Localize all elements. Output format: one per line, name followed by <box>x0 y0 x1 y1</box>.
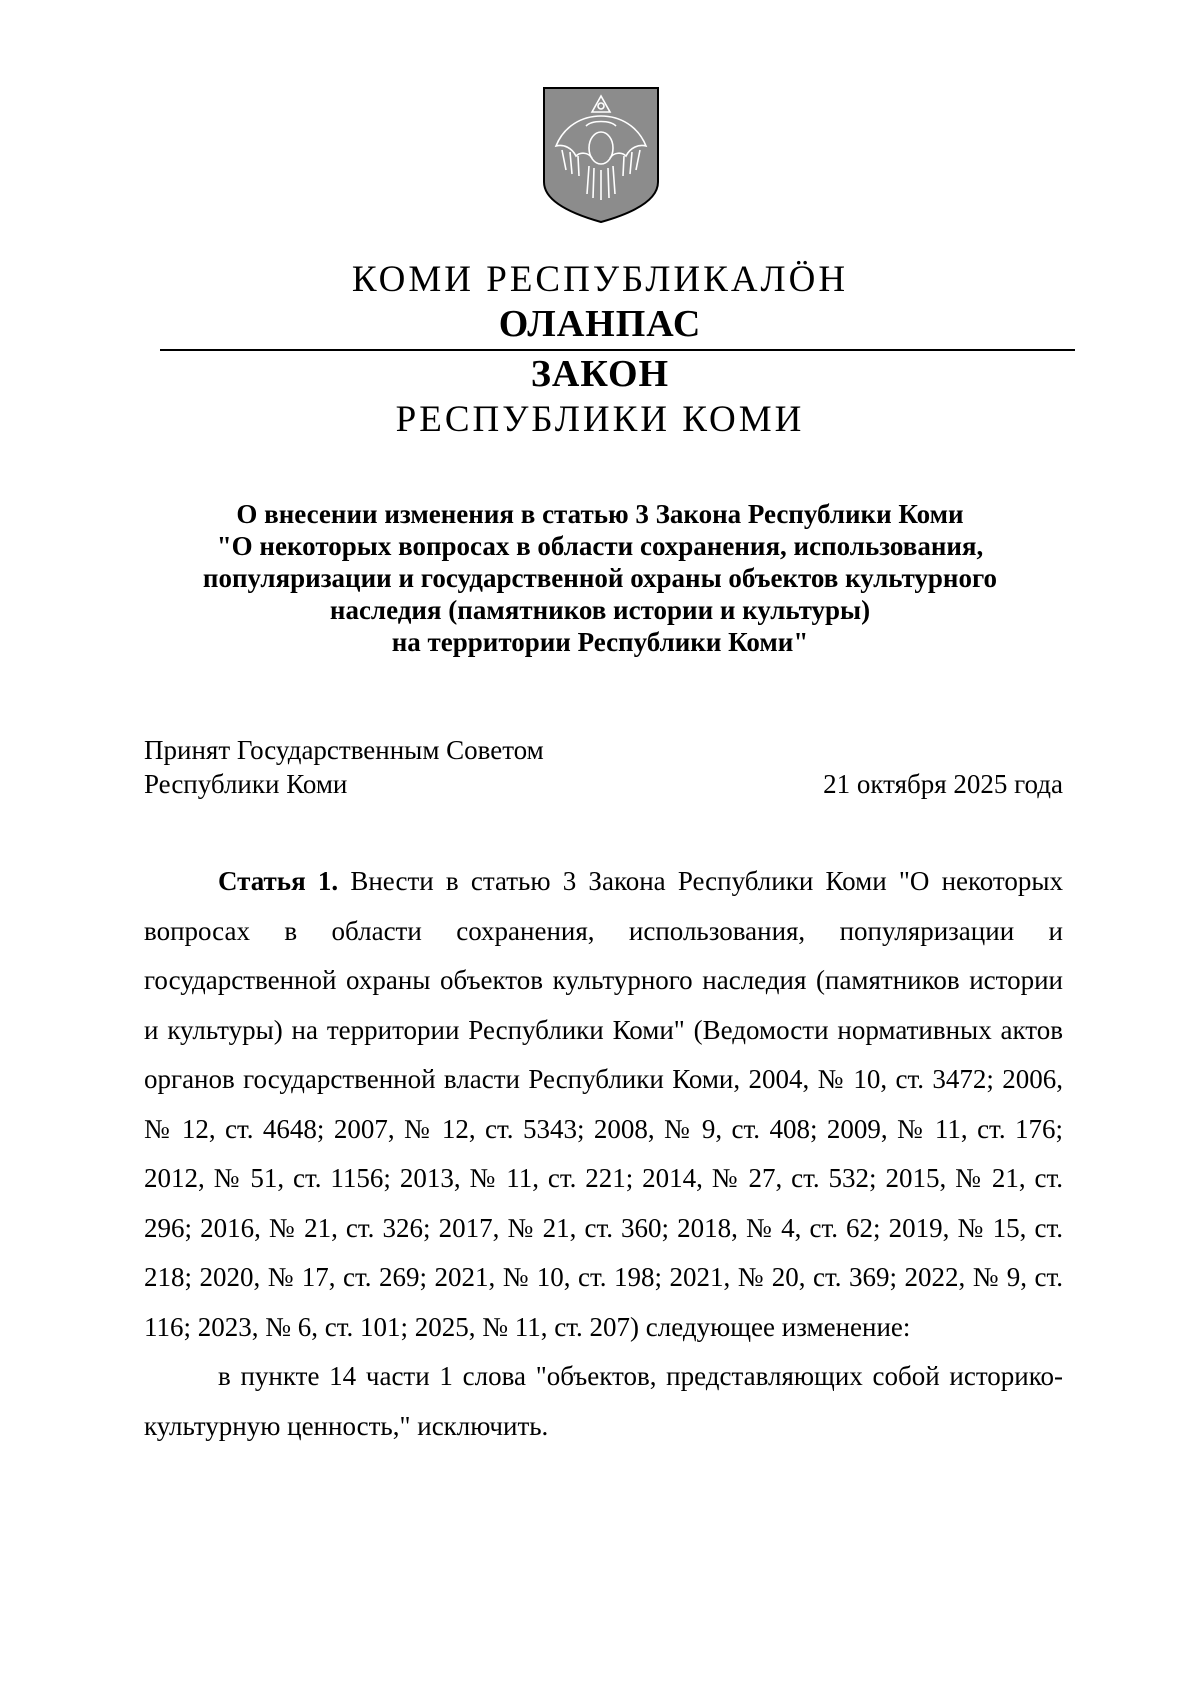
adoption-line-1: Принят Государственным Советом <box>144 735 544 765</box>
adoption-date: 21 октября 2025 года <box>823 769 1063 799</box>
document-title-line: на территории Республики Коми" <box>391 627 809 657</box>
adoption-line-2: Республики Коми <box>144 769 348 799</box>
header-komi-type: ОЛАНПАС <box>498 303 702 345</box>
adoption-authority <box>144 733 544 801</box>
coat-of-arms-icon <box>542 86 660 224</box>
amendment-paragraph: в пункте 14 части 1 слова "объектов, представляющих собой историко-культурную ценность," исключить. <box>144 1361 1063 1441</box>
header-ru-type: ЗАКОН <box>530 353 670 395</box>
article-heading: Статья 1. <box>218 866 339 896</box>
article-text: Внести в статью 3 Закона Республики Коми "О некоторых вопросах в области сохранения, использования, популяризации и государственной охраны объектов культурного наследия (памятников истории и культуры) на территории Республики Коми" (Ведомости нормативных актов органов государственной власти Республики Коми, 2004, № 10, ст. 3472; 2006, № 12, ст. 4648; 2007, № 12, ст. 5343; 2008, № 9, ст. 408; 2009, № 11, ст. 176; 2012, № 51, ст. 1156; 2013, № 11, ст. 221; 2014, № 27, ст. 532; 2015, № 21, ст. 296; 2016, № 21, ст. 326; 2017, № 21, ст. 360; 2018, № 4, ст. 62; 2019, № 15, ст. 218; 2020, № 17, ст. 269; 2021, № 10, ст. 198; 2021, № 20, ст. 369; 2022, № 9, ст. 116; 2023, № 6, ст. 101; 2025, № 11, ст. 207) следующее изменение: <box>144 866 1063 1342</box>
document-title-line: наследия (памятников истории и культуры) <box>329 595 871 625</box>
header-ru-title: РЕСПУБЛИКИ КОМИ <box>395 399 805 440</box>
document-title <box>140 498 1060 658</box>
header-komi-title: КОМИ РЕСПУБЛИКАЛӦН <box>351 259 849 300</box>
article-body <box>144 857 1063 1451</box>
header-divider <box>160 349 1075 351</box>
document-title-line: "О некоторых вопросах в области сохранения, использования, <box>216 531 984 561</box>
document-title-line: популяризации и государственной охраны объектов культурного <box>202 563 998 593</box>
document-title-line: О внесении изменения в статью 3 Закона Республики Коми <box>236 499 964 529</box>
article-paragraph <box>144 857 1063 1352</box>
